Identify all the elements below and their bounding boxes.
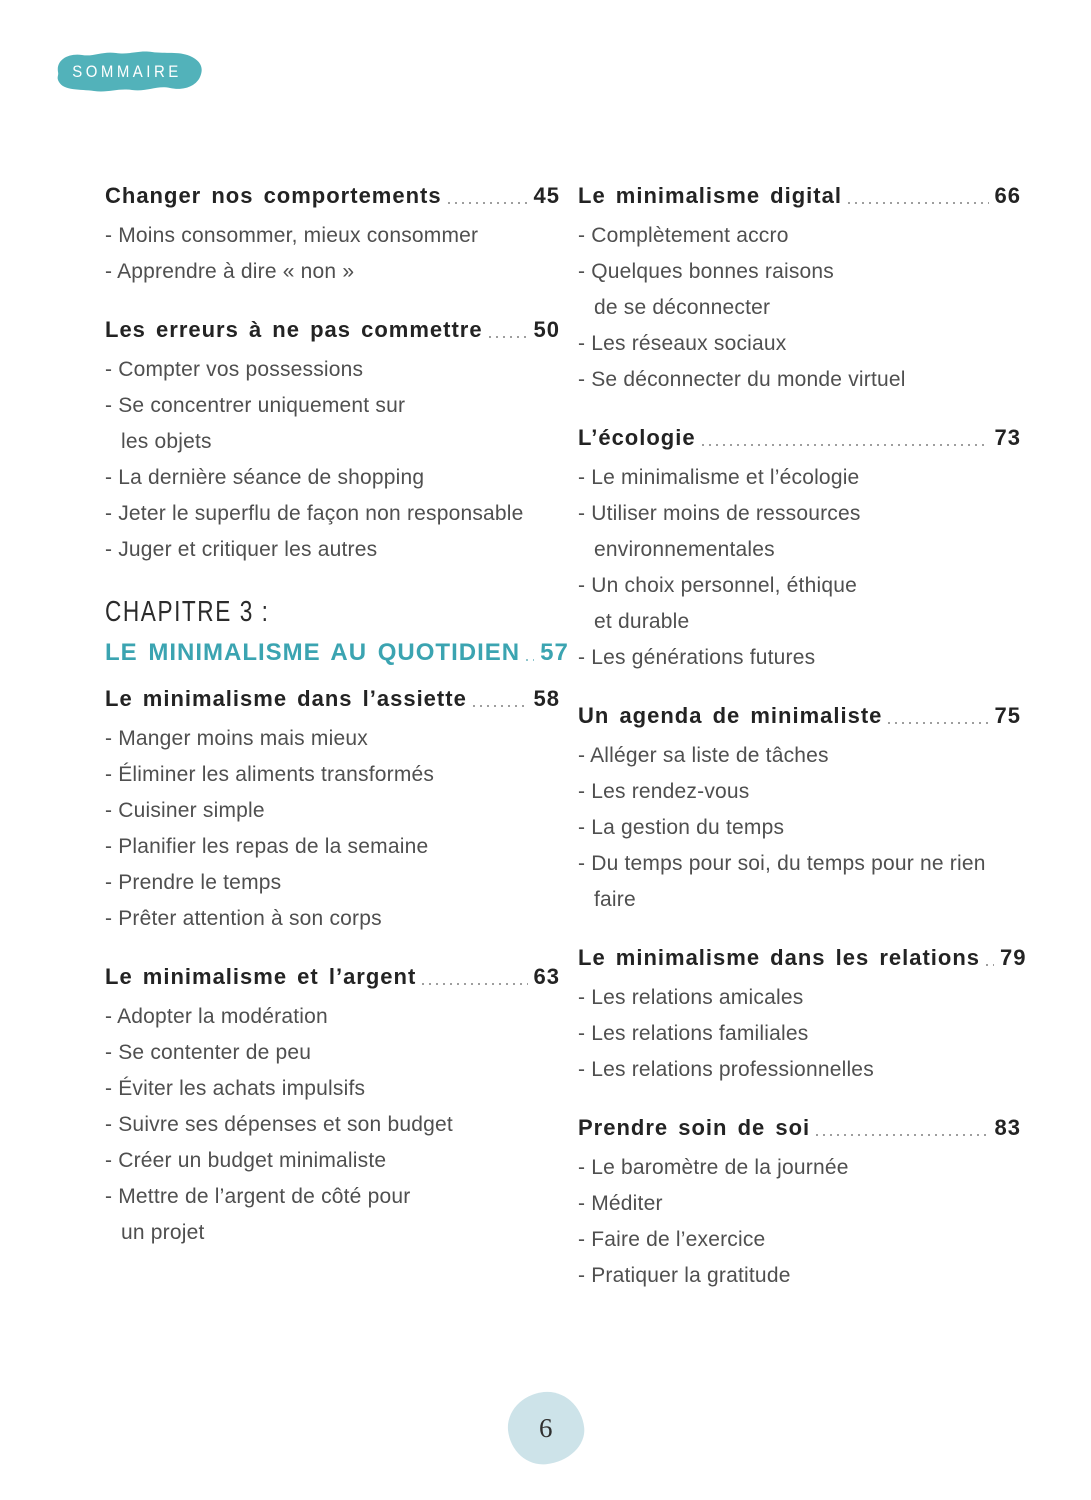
toc-section xyxy=(578,424,1021,676)
toc-subitem: - La gestion du temps xyxy=(578,816,785,839)
dotted-leader xyxy=(702,444,989,446)
toc-subitem: - Planifier les repas de la semaine xyxy=(105,835,429,858)
toc-entry-title: Changer nos comportements xyxy=(105,183,442,208)
toc-section xyxy=(578,182,1021,398)
page-number: 6 xyxy=(539,1412,553,1443)
toc-entry-page-number: 58 xyxy=(533,686,560,711)
dotted-leader xyxy=(816,1134,988,1136)
toc-subitem: - Prendre le temps xyxy=(105,871,282,894)
toc-section xyxy=(105,316,560,568)
toc-subitem: - Créer un budget minimaliste xyxy=(105,1149,387,1172)
toc-subitem: - Suivre ses dépenses et son budget xyxy=(105,1113,453,1136)
toc-subitem-continuation: faire xyxy=(594,888,636,911)
sommaire-badge xyxy=(44,46,210,98)
toc-entry-row xyxy=(578,702,1021,730)
toc-entry-row xyxy=(578,182,1021,210)
toc-entry-title: Prendre soin de soi xyxy=(578,1115,811,1140)
toc-subitem: - Éviter les achats impulsifs xyxy=(105,1077,366,1100)
dotted-leader xyxy=(473,705,528,707)
badge-label: SOMMAIRE xyxy=(72,62,182,81)
toc-section xyxy=(105,963,560,1251)
toc-subitem: - Les générations futures xyxy=(578,646,816,669)
toc-subitem-list xyxy=(578,738,1021,918)
toc-subitem: - Les relations professionnelles xyxy=(578,1058,874,1081)
toc-section xyxy=(578,1114,1021,1294)
toc-subitem: - Juger et critiquer les autres xyxy=(105,538,378,561)
toc-column-left xyxy=(105,182,569,1277)
toc-entry-page-number: 75 xyxy=(994,703,1021,728)
toc-subitem: - Les réseaux sociaux xyxy=(578,332,787,355)
toc-subitem: - Compter vos possessions xyxy=(105,358,364,381)
toc-entry-title: Un agenda de minimaliste xyxy=(578,703,883,728)
toc-subitem-continuation: de se déconnecter xyxy=(594,296,771,319)
toc-subitem: - Faire de l’exercice xyxy=(578,1228,766,1251)
page-number-badge xyxy=(504,1388,587,1468)
toc-subitem-list xyxy=(578,460,1021,676)
toc-subitem-list xyxy=(105,218,560,290)
toc-subitem: - Se concentrer uniquement sur xyxy=(105,394,406,417)
toc-subitem: - Complètement accro xyxy=(578,224,789,247)
toc-entry-row xyxy=(578,1114,1021,1142)
toc-subitem-list xyxy=(578,980,1021,1088)
dotted-leader xyxy=(986,964,994,966)
toc-entry-row xyxy=(105,685,560,713)
toc-subitem: - Manger moins mais mieux xyxy=(105,727,368,750)
toc-subitem-continuation: environnementales xyxy=(594,538,775,561)
toc-subitem: - Se contenter de peu xyxy=(105,1041,312,1064)
toc-subitem: - Utiliser moins de ressources xyxy=(578,502,861,525)
toc-subitem: - Adopter la modération xyxy=(105,1005,328,1028)
toc-entry-row xyxy=(105,316,560,344)
toc-entry-title: Le minimalisme dans les relations xyxy=(578,945,981,970)
toc-subitem: - Moins consommer, mieux consommer xyxy=(105,224,479,247)
dotted-leader xyxy=(422,983,527,985)
chapter-page-number: 57 xyxy=(540,639,569,666)
dotted-leader xyxy=(489,336,528,338)
toc-subitem: - La dernière séance de shopping xyxy=(105,466,425,489)
toc-subitem: - Les relations familiales xyxy=(578,1022,809,1045)
toc-subitem-list xyxy=(105,999,560,1251)
toc-subitem-continuation: et durable xyxy=(594,610,690,633)
toc-section xyxy=(105,182,560,290)
toc-subitem: - Pratiquer la gratitude xyxy=(578,1264,791,1287)
toc-subitem: - Se déconnecter du monde virtuel xyxy=(578,368,906,391)
dotted-leader xyxy=(848,202,989,204)
toc-subitem: - Les relations amicales xyxy=(578,986,804,1009)
chapter-kicker-row xyxy=(105,594,560,635)
toc-subitem: - Jeter le superflu de façon non responsable xyxy=(105,502,524,525)
toc-entry-page-number: 79 xyxy=(1000,945,1027,970)
toc-entry-title: Les erreurs à ne pas commettre xyxy=(105,317,483,342)
toc-entry-row xyxy=(105,182,560,210)
toc-subitem: - Cuisiner simple xyxy=(105,799,265,822)
toc-subitem: - Le minimalisme et l’écologie xyxy=(578,466,860,489)
toc-entry-page-number: 73 xyxy=(994,425,1021,450)
toc-entry-page-number: 50 xyxy=(533,317,560,342)
toc-subitem-list xyxy=(578,218,1021,398)
toc-entry-title: Le minimalisme digital xyxy=(578,183,842,208)
chapter-title-row xyxy=(105,639,569,667)
dotted-leader xyxy=(526,659,534,661)
toc-section xyxy=(105,685,560,937)
toc-subitem: - Un choix personnel, éthique xyxy=(578,574,857,597)
chapter-title: LE MINIMALISME AU QUOTIDIEN xyxy=(105,639,521,666)
toc-subitem-continuation: un projet xyxy=(121,1221,205,1244)
toc-entry-page-number: 83 xyxy=(994,1115,1021,1140)
toc-subitem: - Les rendez-vous xyxy=(578,780,750,803)
toc-subitem: - Apprendre à dire « non » xyxy=(105,260,355,283)
toc-subitem-list xyxy=(578,1150,1021,1294)
toc-subitem-list xyxy=(105,352,560,568)
toc-subitem-continuation: les objets xyxy=(121,430,212,453)
dotted-leader xyxy=(888,722,988,724)
toc-subitem: - Du temps pour soi, du temps pour ne rien xyxy=(578,852,986,875)
dotted-leader xyxy=(448,202,528,204)
toc-subitem: - Méditer xyxy=(578,1192,663,1215)
toc-subitem: - Mettre de l’argent de côté pour xyxy=(105,1185,411,1208)
toc-entry-page-number: 45 xyxy=(533,183,560,208)
toc-subitem-list xyxy=(105,721,560,937)
toc-column-right xyxy=(578,182,1027,1320)
toc-subitem: - Quelques bonnes raisons xyxy=(578,260,834,283)
toc-entry-row xyxy=(105,963,560,991)
toc-entry-title: Le minimalisme dans l’assiette xyxy=(105,686,467,711)
toc-subitem: - Éliminer les aliments transformés xyxy=(105,763,435,786)
toc-subitem: - Le baromètre de la journée xyxy=(578,1156,849,1179)
chapter-kicker: CHAPITRE 3 : xyxy=(105,596,270,628)
toc-entry-title: Le minimalisme et l’argent xyxy=(105,964,417,989)
toc-entry-row xyxy=(578,944,1027,972)
toc-entry-row xyxy=(578,424,1021,452)
toc-subitem: - Prêter attention à son corps xyxy=(105,907,382,930)
toc-subitem: - Alléger sa liste de tâches xyxy=(578,744,829,767)
toc-section xyxy=(578,944,1027,1088)
toc-section xyxy=(578,702,1021,918)
toc-entry-page-number: 63 xyxy=(533,964,560,989)
toc-entry-page-number: 66 xyxy=(994,183,1021,208)
toc-entry-title: L’écologie xyxy=(578,425,696,450)
chapter-heading-block xyxy=(105,594,569,667)
